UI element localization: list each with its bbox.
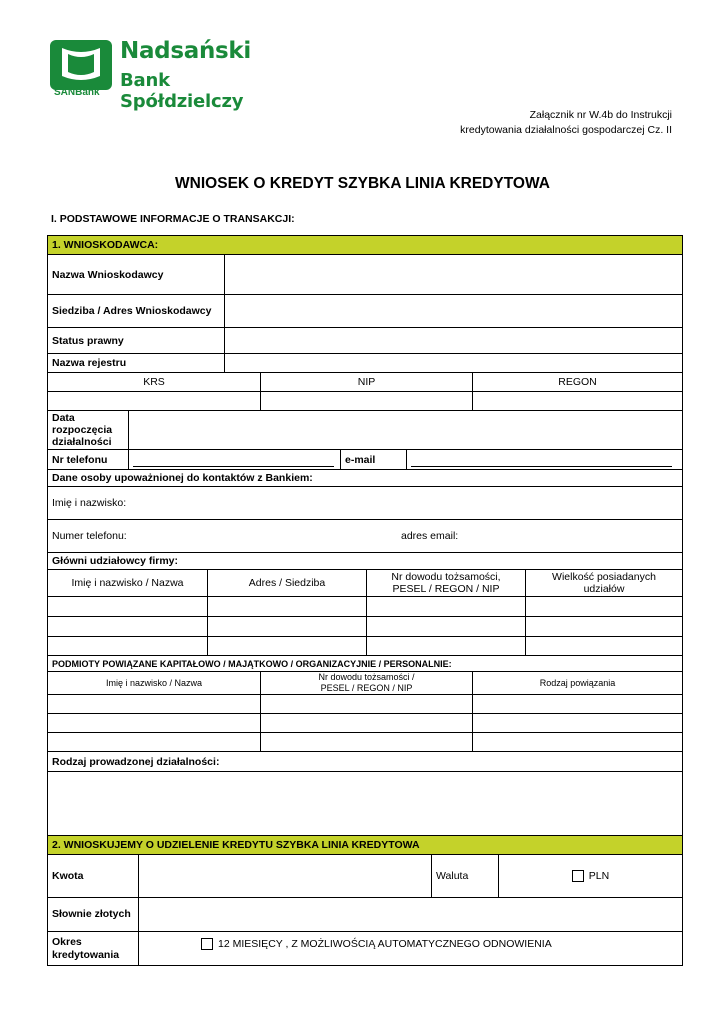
related-col-name: Imię i nazwisko / Nazwa xyxy=(105,678,203,688)
related-header: PODMIOTY POWIĄZANE KAPITAŁOWO / MAJĄTKOWO / ORGANIZACYJNIE / PERSONALNIE: xyxy=(52,658,452,669)
table-cell[interactable] xyxy=(525,617,682,636)
table-cell[interactable] xyxy=(207,637,366,655)
activity-header-row xyxy=(48,752,682,772)
contact-phone-label[interactable]: Numer telefonu: xyxy=(52,530,127,542)
currency-label: Waluta xyxy=(431,855,498,897)
legal-status-row xyxy=(48,328,682,354)
shareholder-col-address: Adres / Siedziba xyxy=(207,570,366,596)
amount-words-row xyxy=(48,898,682,932)
annex-line2: kredytowania działalności gospodarczej Cz. II xyxy=(460,124,672,136)
period-checkbox[interactable] xyxy=(201,938,213,950)
applicant-seat-row xyxy=(48,295,682,328)
activity-label: Rodzaj prowadzonej działalności: xyxy=(52,755,220,768)
start-date-field[interactable] xyxy=(128,411,682,449)
table-cell[interactable] xyxy=(366,617,525,636)
table-cell[interactable] xyxy=(207,617,366,636)
amount-label: Kwota xyxy=(52,870,84,882)
register-field[interactable] xyxy=(224,354,682,372)
logo-short-name: SANBank xyxy=(54,87,100,98)
table-cell[interactable] xyxy=(472,695,682,713)
pln-checkbox[interactable] xyxy=(572,870,584,882)
related-columns-row xyxy=(48,672,682,695)
applicant-seat-field[interactable] xyxy=(224,295,682,327)
bank-name-line2: Bank Spółdzielczy xyxy=(120,70,244,112)
regon-label: REGON xyxy=(472,373,682,391)
table-cell[interactable] xyxy=(472,714,682,732)
amount-row xyxy=(48,855,682,898)
contact-phone-row xyxy=(48,520,682,553)
table-row xyxy=(48,617,682,637)
table-cell[interactable] xyxy=(207,597,366,616)
bank-logo-icon xyxy=(50,40,112,90)
section-heading: I. PODSTAWOWE INFORMACJE O TRANSAKCJI: xyxy=(51,213,295,225)
start-date-row xyxy=(48,411,682,450)
table-cell[interactable] xyxy=(48,597,207,616)
contact-header-row xyxy=(48,470,682,487)
shareholders-columns-row xyxy=(48,570,682,597)
period-row xyxy=(48,932,682,965)
ids-header-row xyxy=(48,373,682,392)
period-option-label: 12 MIESIĘCY , Z MOŻLIWOŚCIĄ AUTOMATYCZNEGO ODNOWIENIA xyxy=(218,938,552,950)
activity-field-row xyxy=(48,772,682,836)
register-label: Nazwa rejestru xyxy=(52,357,127,369)
form-title: WNIOSEK O KREDYT SZYBKA LINIA KREDYTOWA xyxy=(175,175,550,192)
shareholder-col-id: Nr dowodu tożsamości, PESEL / REGON / NIP xyxy=(366,570,525,596)
applicant-name-field[interactable] xyxy=(224,255,682,294)
table-row xyxy=(48,637,682,656)
applicant-header: 1. WNIOSKODAWCA: xyxy=(52,239,159,251)
contact-name-row xyxy=(48,487,682,520)
applicant-seat-label: Siedziba / Adres Wnioskodawcy xyxy=(52,305,212,317)
table-cell[interactable] xyxy=(48,714,260,732)
table-cell[interactable] xyxy=(48,617,207,636)
related-header-row xyxy=(48,656,682,672)
table-cell[interactable] xyxy=(260,714,472,732)
legal-status-field[interactable] xyxy=(224,328,682,353)
table-cell[interactable] xyxy=(366,637,525,655)
shareholder-col-name: Imię i nazwisko / Nazwa xyxy=(71,577,184,589)
krs-field[interactable] xyxy=(48,392,260,410)
bank-name-line1: Nadsański xyxy=(120,38,251,64)
application-form xyxy=(47,235,683,966)
shareholders-header-row xyxy=(48,553,682,570)
amount-words-label: Słownie złotych xyxy=(52,908,131,920)
amount-field[interactable] xyxy=(138,855,431,897)
register-row xyxy=(48,354,682,373)
table-cell[interactable] xyxy=(472,733,682,751)
credit-header-row xyxy=(48,836,682,855)
currency-pln-option[interactable] xyxy=(498,855,682,897)
shareholders-header: Główni udziałowcy firmy: xyxy=(52,555,179,567)
applicant-name-row xyxy=(48,255,682,295)
start-date-label: Data rozpoczęcia działalności xyxy=(52,412,113,448)
nip-field[interactable] xyxy=(260,392,472,410)
period-label: Okres kredytowania xyxy=(52,935,120,961)
contact-name-label[interactable]: Imię i nazwisko: xyxy=(52,497,127,509)
credit-header: 2. WNIOSKUJEMY O UDZIELENIE KREDYTU SZYBKA LINIA KREDYTOWA xyxy=(52,839,420,851)
phone-field[interactable] xyxy=(128,450,340,469)
contact-email-label[interactable]: adres email: xyxy=(401,530,459,542)
legal-status-label: Status prawny xyxy=(52,334,124,347)
table-row xyxy=(48,733,682,752)
applicant-name-label: Nazwa Wnioskodawcy xyxy=(52,268,164,281)
table-cell[interactable] xyxy=(366,597,525,616)
table-cell[interactable] xyxy=(260,733,472,751)
table-row xyxy=(48,695,682,714)
related-col-relation: Rodzaj powiązania xyxy=(472,672,682,694)
phone-underline xyxy=(133,466,334,467)
applicant-header-row xyxy=(48,236,682,255)
shareholder-col-shares: Wielkość posiadanych udziałów xyxy=(525,570,682,596)
pln-label: PLN xyxy=(588,870,610,882)
table-cell[interactable] xyxy=(525,597,682,616)
table-row xyxy=(48,597,682,617)
ids-value-row xyxy=(48,392,682,411)
table-cell[interactable] xyxy=(525,637,682,655)
related-col-id: Nr dowodu tożsamości / PESEL / REGON / NIP xyxy=(260,672,472,694)
table-cell[interactable] xyxy=(48,695,260,713)
table-cell[interactable] xyxy=(48,733,260,751)
table-cell[interactable] xyxy=(260,695,472,713)
activity-field[interactable] xyxy=(48,772,682,835)
bank-logo xyxy=(50,38,290,112)
period-option[interactable] xyxy=(138,932,682,965)
table-cell[interactable] xyxy=(48,637,207,655)
phone-label: Nr telefonu xyxy=(52,453,108,466)
nip-label: NIP xyxy=(260,373,472,391)
amount-words-field[interactable] xyxy=(138,898,682,931)
krs-label: KRS xyxy=(143,376,165,388)
table-row xyxy=(48,714,682,733)
phone-email-row xyxy=(48,450,682,470)
email-label: e-mail xyxy=(340,450,406,469)
email-underline xyxy=(411,466,672,467)
annex-line1: Załącznik nr W.4b do Instrukcji xyxy=(529,109,672,121)
contact-header: Dane osoby upoważnionej do kontaktów z Bankiem: xyxy=(52,472,313,484)
regon-field[interactable] xyxy=(472,392,682,410)
annex-reference xyxy=(460,108,672,138)
email-field[interactable] xyxy=(406,450,682,469)
